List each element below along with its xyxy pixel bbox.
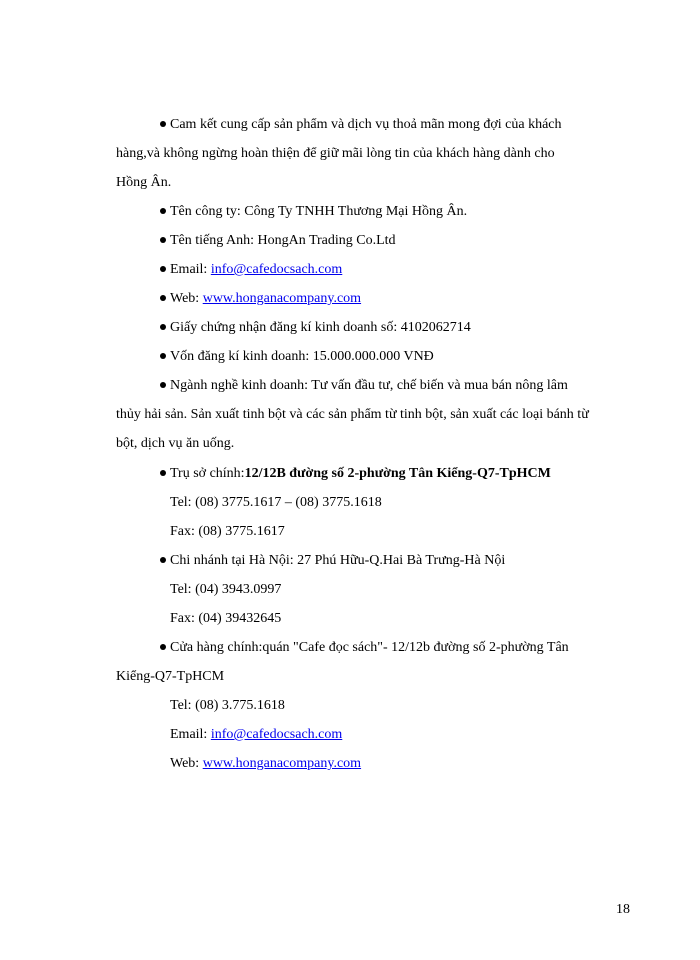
bullet-icon — [160, 121, 166, 127]
bullet-icon — [160, 557, 166, 563]
business-line-3: bột, dịch vụ ăn uống. — [116, 436, 235, 451]
hanoi-branch-fax: Fax: (04) 39432645 — [170, 611, 282, 626]
email-link[interactable]: info@cafedocsach.com — [210, 262, 343, 277]
bullet-icon — [160, 266, 166, 272]
main-store-line-2: Kiểng-Q7-TpHCM — [116, 669, 225, 684]
bullet-icon — [160, 208, 166, 214]
company-web: Web: www.honganacompany.com — [160, 290, 361, 308]
headquarters-fax: Fax: (08) 3775.1617 — [170, 524, 285, 539]
registered-capital: Vốn đăng kí kinh doanh: 15.000.000.000 VNĐ — [160, 348, 434, 366]
page-number: 18 — [616, 902, 630, 917]
main-store-line-1: Cửa hàng chính:quán "Cafe đọc sách"- 12/12b đường số 2-phường Tân — [160, 639, 569, 657]
headquarters-address: Trụ sở chính:12/12B đường số 2-phường Tân Kiểng-Q7-TpHCM — [160, 465, 551, 483]
commitment-line-1: Cam kết cung cấp sản phẩm và dịch vụ thoả mãn mong đợi của khách — [160, 116, 562, 134]
business-line-1: Ngành nghề kinh doanh: Tư vấn đầu tư, chế biến và mua bán nông lâm — [160, 377, 568, 395]
email-link[interactable]: info@cafedocsach.com — [210, 727, 343, 742]
bullet-icon — [160, 382, 166, 388]
web-link[interactable]: www.honganacompany.com — [202, 291, 362, 306]
company-name: Tên công ty: Công Ty TNHH Thương Mại Hồng Ân. — [160, 203, 467, 221]
main-store-email: Email: info@cafedocsach.com — [170, 727, 343, 742]
bullet-icon — [160, 237, 166, 243]
main-store-web: Web: www.honganacompany.com — [170, 756, 362, 771]
business-line-2: thủy hải sản. Sản xuất tinh bột và các sản phẩm từ tinh bột, sản xuất các loại bánh từ — [116, 407, 589, 422]
bullet-icon — [160, 295, 166, 301]
bullet-icon — [160, 470, 166, 476]
web-link[interactable]: www.honganacompany.com — [202, 756, 362, 771]
headquarters-tel: Tel: (08) 3775.1617 – (08) 3775.1618 — [170, 495, 382, 510]
main-store-tel: Tel: (08) 3.775.1618 — [170, 698, 285, 713]
commitment-line-2: hàng,và không ngừng hoàn thiện để giữ mãi lòng tin của khách hàng dành cho — [116, 146, 555, 161]
bullet-icon — [160, 353, 166, 359]
hanoi-branch-tel: Tel: (04) 3943.0997 — [170, 582, 282, 597]
commitment-line-3: Hồng Ân. — [116, 175, 172, 190]
business-license: Giấy chứng nhận đăng kí kinh doanh số: 4102062714 — [160, 319, 471, 337]
hanoi-branch-address: Chi nhánh tại Hà Nội: 27 Phú Hữu-Q.Hai Bà Trưng-Hà Nội — [160, 552, 505, 570]
bullet-icon — [160, 324, 166, 330]
bullet-icon — [160, 644, 166, 650]
company-email: Email: info@cafedocsach.com — [160, 261, 342, 279]
company-english-name: Tên tiếng Anh: HongAn Trading Co.Ltd — [160, 232, 396, 250]
